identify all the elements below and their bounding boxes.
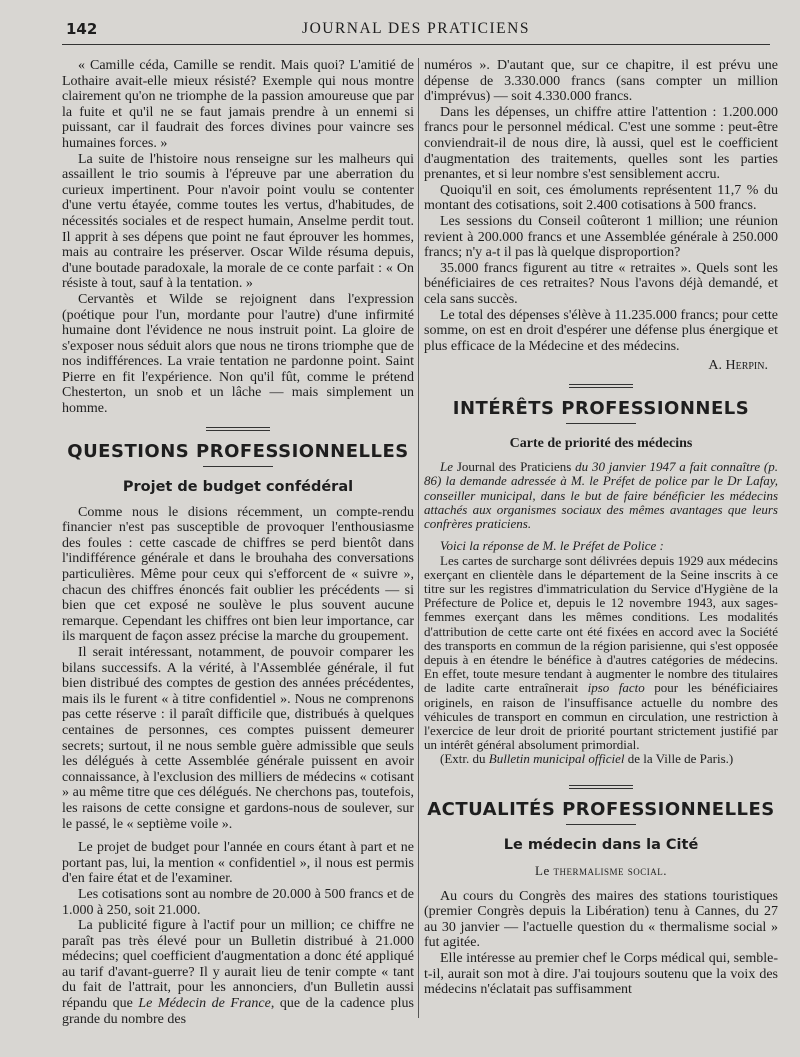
budget-paragraph: Le total des dépenses s'élève à 11.235.000 francs; pour cette somme, on est en droit d'espérer une défense plus énergique et plus efficace de la Médecine et des médecins. [424,307,778,354]
section-divider [206,427,270,431]
author-signature: A. Herpin. [708,358,768,374]
intro-paragraph: Cervantès et Wilde se rejoignent dans l'expression (poétique pour l'un, mordante pour l'autre) d'une infirmité humaine dont l'évidence ne nous instruit point. La gloire de s'exposer nous séduit alors que nous ne tirons triomphe que de nos indifférences. La vraie tentation ne pardonne point. Saint Pierre en fit l'expérience. Non qu'il fût, comme le prétend Chesterton, un snob et un lâche — mais simplement un homme. [62,291,414,417]
journal-title: JOURNAL DES PRATICIENS [302,20,530,37]
budget-paragraph: Comme nous le disions récemment, un compte-rendu financier n'est pas susceptible de provoquer l'enthousiasme des foules : cette cascade de chiffres se perd bientôt dans l'indifférence générale et dans le brouhaha des conversations particulières. Même pour ceux qui s'efforcent de « suivre », chacun des chiffres énoncés fait oublier les précédents — si bien que cet exposé ne soulève le plus souvent aucune remarque. Cependant les chiffres ont bien leur importance, car ils marquent de façon assez précise la marche du groupement. [62,504,414,645]
budget-paragraph: Les sessions du Conseil coûteront 1 million; une réunion revient à 200.000 francs et une Assemblée générale à 250.000 francs; n'y a-t il pas là quelque disproportion? [424,213,778,261]
section-title-actualites: ACTUALITÉS PROFESSIONNELLES [427,798,775,820]
section-title-interets: INTÉRÊTS PROFESSIONNELS [452,398,750,420]
intro-paragraph: « Camille céda, Camille se rendit. Mais quoi? L'amitié de Lothaire avait-elle mieux résisté? Exemple qui nous montre clairement qu'on ne triomphe de la passion amoureuse que par la fuite et qu'il ne se faut jamais prendre à un ennemi si puissant, car il faudrait des forces divines pour vaincre ses humaines forces. » [62,58,414,151]
source-citation: (Extr. du Bulletin municipal officiel de la Ville de Paris.) [440,751,734,767]
column-divider [418,58,419,1018]
budget-paragraph: Il serait intéressant, notamment, de pouvoir comparer les bilans successifs. A la vérité, à l'Assemblée générale, il fut bien distribué des comptes de gestion des années précédentes, mais ils le furent « à titre confidentiel ». Nous ne comprenons pas cette réserve : il paraît difficile que, distribués à quelques centaines de personnes, ces comptes puissent demeurer secrets; surtout, il ne nous semble guère admissible que seuls les délégués à cette Assemblée générale puissent en avoir connaissance, à l'exclusion des milliers de médecins « cotisant » au même titre que ces délégués. Ne cherchons pas, toutefois, les raisons de cette consigne et gardons-nous de soulever, sur le passé, le « septième voile ». [62,645,414,832]
title-rule [566,824,636,825]
page-number: 142 [66,20,98,38]
title-rule [566,423,636,424]
page-header [62,14,770,45]
budget-paragraph: 35.000 francs figurent au titre « retraites ». Quels sont les bénéficiaires de ces retraites? Nous l'avons déjà demandé, et cela sans succès. [424,260,778,307]
section-divider [569,785,633,789]
budget-paragraph: Quoiqu'il en soit, ces émoluments représentent 11,7 % du montant des cotisations, soit 2.400 cotisations à 500 francs. [424,182,778,214]
budget-paragraph: Le projet de budget pour l'année en cours étant à part et ne portant pas, lui, la mention « confidentiel », il nous est permis d'en faire état et de l'examiner. [62,840,414,887]
section-divider [569,384,633,388]
article-subtitle: Le médecin dans la Cité [503,836,699,853]
article-subtitle: Carte de priorité des médecins [509,436,693,452]
journal-name: Le Médecin de France [138,996,271,1012]
budget-paragraph: Dans les dépenses, un chiffre attire l'attention : 1.200.000 francs pour le personnel médical. C'est une somme : peut-être conviendrait-il de nous dire, là aussi, quel est le coefficient d'augmentation des traitements, quelles sont les parties prenantes, et si leur nombre s'est sensiblement accru. [424,104,778,183]
budget-paragraph: numéros ». D'autant que, sur ce chapitre, il est prévu une dépense de 3.330.000 francs (sans compter un million d'imprévus) — soit 4.330.000 francs. [424,58,778,105]
thermalisme-label: Le thermalisme social. [535,862,667,878]
budget-paragraph: La publicité figure à l'actif pour un million; ce chiffre ne paraît pas très élevé pour un Bulletin distribué à 21.000 médecins; quel coefficient d'augmentation a donc été appliqué au tarif d'avant-guerre? Il y aurait lieu de tenir compte « tant du fait de l'attrait, pour les annonciers, d'un Bulletin aussi répandu que Le Médecin de France, que de la cadence plus grande du nombre des [62,918,414,1027]
section-title-questions: QUESTIONS PROFESSIONNELLES [67,440,409,462]
budget-paragraph: Les cotisations sont au nombre de 20.000 à 500 francs et de 1.000 à 250, soit 21.000. [62,886,414,918]
thermal-paragraph: Elle intéresse au premier chef le Corps médical qui, semble-t-il, aurait son mot à dire. J'ai toujours soutenu que la voix des médecins n'éclatait pas suffisamment [424,950,778,998]
right-column [424,58,778,998]
article-subtitle: Projet de budget confédéral [122,478,354,495]
thermal-paragraph: Au cours du Congrès des maires des stations touristiques (premier Congrès depuis la Libération) tenu à Cannes, du 27 au 30 janvier — l'actuelle question du « thermalisme social » fut agitée. [424,888,778,951]
reponse-body: Les cartes de surcharge sont délivrées depuis 1929 aux médecins exerçant en clientèle dans le département de la Seine inscrits à ce titre sur les registres d'immatriculation du Service d'Hygiène de la Préfecture de Police et, depuis le 12 novembre 1943, aux sages-femmes exerçant dans les mêmes conditions. Les modalités d'attribution de cette carte ont été fixées en accord avec la Société des transports en commun de la région parisienne, qui s'est opposée depuis à en étendre le bénéfice à d'autres catégories de médecins. En effet, toute mesure tendant à augmenter le nombre des titulaires de ladite carte entraînerait ipso facto pour les bénéficiaires originels, en raison de l'insuffisance actuelle du nombre des véhicules de transport en commun en circulation, une restriction à l'exercice de leur droit de priorité pourtant strictement justifié par un intérêt général absolument primordial. [424,552,778,753]
reponse-heading: Voici la réponse de M. le Préfet de Police : [440,538,664,554]
left-column [62,58,414,1027]
carte-intro: Le Journal des Praticiens du 30 janvier 1947 a fait connaître (p. 86) la demande adressée à M. le Préfet de police par le Dr Lafay, conseiller municipal, dans le but de faire bénéficier les médecins attachés aux organismes sociaux des mêmes avantages que leurs confrères praticiens. [424,459,778,532]
title-rule [203,466,273,467]
intro-paragraph: La suite de l'histoire nous renseigne sur les malheurs qui assaillent le trio soumis à l'épreuve par une aberration du curieux impertinent. Pour n'avoir point voulu se contenter d'une vertu étayée, comme toutes les vertus, d'habitudes, de nécessités sociales et de respect humain, Anselme perdit tout. Il apprit à ses dépens que point ne faut éprouver les hommes, mais au contraire les préserver. Oscar Wilde résuma depuis, d'une boutade paradoxale, la morale de ce conte parfait : « On résiste à tout, sauf à la tentation. » [62,151,414,292]
